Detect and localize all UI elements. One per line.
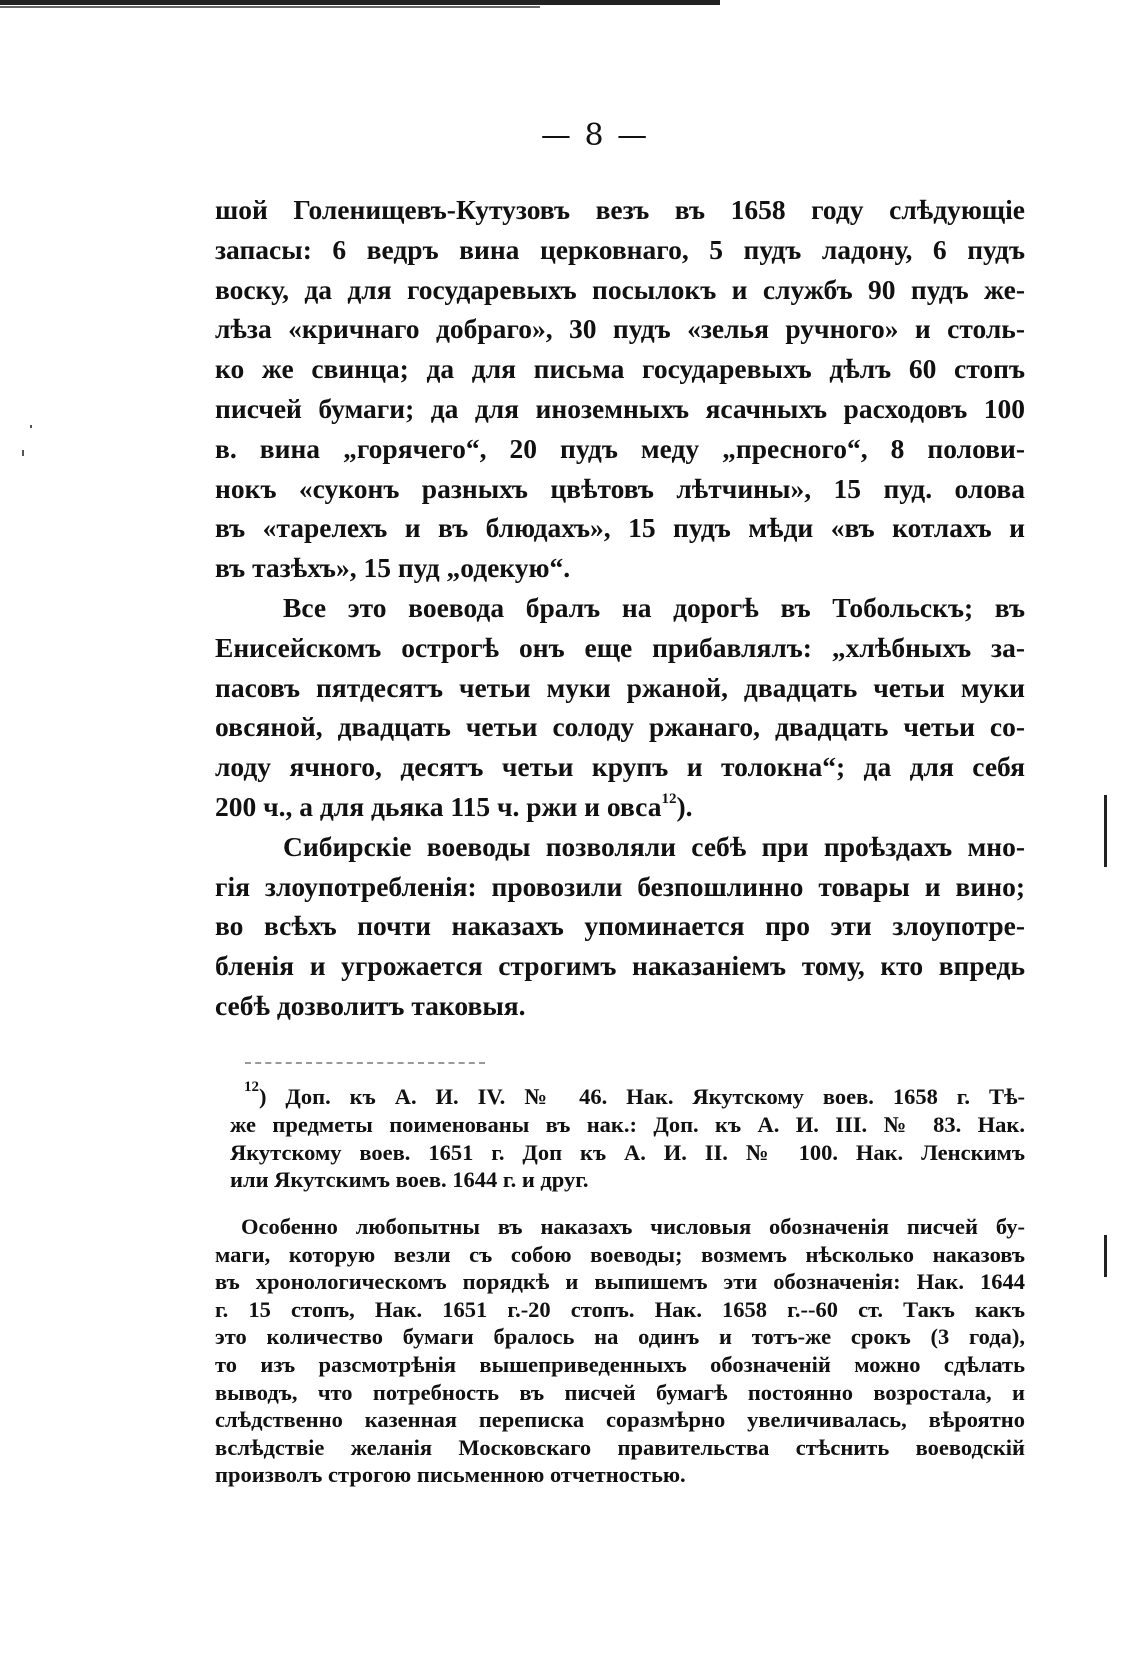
footnote-reference: 12	[661, 790, 677, 807]
text-line-body: 200 ч., а для дьяка 115 ч. ржи и овса	[215, 790, 662, 822]
footnote-line: это количество бумаги бралось на одинъ и тотъ-же срокъ (3 года),	[215, 1324, 1025, 1350]
text-line: бленія и угрожается строгимъ наказаніемъ тому, кто впредь	[215, 950, 1025, 982]
text-line: въ «тарелехъ и въ блюдахъ», 15 пудъ мѣди «въ котлахъ и	[215, 512, 1025, 544]
footnote-line: вслѣдствіе желанія Московскаго правительства стѣснить воеводскій	[215, 1434, 1025, 1460]
footnote-line: же предметы поименованы въ нак.: Доп. къ А. И. III. № 83. Нак.	[230, 1111, 1025, 1137]
text-line: ко же свинца; да для письма государевыхъ дѣлъ 60 стопъ	[215, 353, 1025, 385]
text-line: запасы: 6 ведръ вина церковнаго, 5 пудъ ладону, 6 пудъ	[215, 233, 1025, 265]
text-line: лоду ячного, десятъ четьи крупъ и толокна“; да для себя	[215, 751, 1025, 783]
page-number: — 8 —	[540, 118, 650, 153]
paragraph-2	[215, 588, 1025, 827]
text-line	[215, 787, 1025, 827]
scan-margin-mark	[1104, 1235, 1107, 1277]
text-line-tail: ).	[676, 790, 693, 822]
scan-speck	[22, 450, 24, 456]
text-line: во всѣхъ почти наказахъ упоминается про эти злоупотре-	[215, 910, 1025, 942]
top-scan-edge	[0, 0, 720, 5]
footnote-separator	[245, 1062, 485, 1064]
footnote-line: Якутскому воев. 1651 г. Доп къ А. И. II. № 100. Нак. Ленскимъ	[230, 1139, 1025, 1165]
footnote-line: произволъ строгою письменною отчетностью.	[215, 1462, 686, 1488]
text-line: писчей бумаги; да для иноземныхъ ясачныхъ расходовъ 100	[215, 392, 1025, 424]
paragraph-1	[215, 190, 1025, 588]
text-line: лѣза «кричнаго добраго», 30 пудъ «зелья ручного» и столь-	[215, 313, 1025, 345]
text-line: в. вина „горячего“, 20 пудъ меду „пресного“, 8 полови-	[215, 432, 1025, 464]
footnote-line-text: ) Доп. къ А. И. IV. № 46. Нак. Якутскому воев. 1658 г. Тѣ-	[259, 1084, 1025, 1109]
scan-speck	[30, 425, 32, 428]
text-line: пасовъ пятдесятъ четьи муки ржаной, двадцать четьи муки	[215, 671, 1025, 703]
footnote-12	[230, 1079, 1025, 1194]
footnote-commentary	[215, 1213, 1025, 1489]
text-line: Енисейскомъ острогѣ онъ еще прибавлялъ: „хлѣбныхъ за-	[215, 631, 1025, 663]
text-line: шой Голенищевъ-Кутузовъ везъ въ 1658 году слѣдующіе	[215, 194, 1025, 225]
text-line: овсяной, двадцать четьи солоду ржанаго, двадцать четьи со-	[215, 711, 1025, 743]
text-line: въ тазѣхъ», 15 пуд „одекую“.	[215, 552, 571, 584]
text-line: себѣ дозволитъ таковыя.	[215, 989, 526, 1021]
scan-margin-mark	[1104, 795, 1107, 867]
footnote-line: слѣдственно казенная переписка соразмѣрно увеличивалась, вѣроятно	[215, 1407, 1025, 1433]
footnote-line: или Якутскимъ воев. 1644 г. и друг.	[230, 1167, 589, 1193]
footnote-line: маги, которую везли съ собою воеводы; возмемъ нѣсколько наказовъ	[215, 1241, 1025, 1267]
top-scan-edge-shadow	[0, 6, 540, 8]
footnote-line: г. 15 стопъ, Нак. 1651 г.-20 стопъ. Нак. 1658 г.--60 ст. Такъ какъ	[215, 1296, 1025, 1322]
text-line: Все это воевода бралъ на дорогѣ въ Тобольскъ; въ	[283, 591, 1025, 623]
text-line: Сибирскіе воеводы позволяли себѣ при проѣздахъ мно-	[283, 830, 1025, 862]
footnote-line: то изъ разсмотрѣнія вышеприведенныхъ обозначеній можно сдѣлать	[215, 1351, 1025, 1377]
text-line: гія злоупотребленія: провозили безпошлинно товары и вино;	[215, 870, 1025, 902]
main-text	[215, 190, 1025, 1026]
footnote-line: Особенно любопытны въ наказахъ числовыя обозначенія писчей бу-	[241, 1214, 1025, 1239]
paragraph-3	[215, 827, 1025, 1026]
footnote-line: въ хронологическомъ порядкѣ и выпишемъ эти обозначенія: Нак. 1644	[215, 1269, 1025, 1295]
footnote-marker: 12	[244, 1079, 259, 1095]
text-line: воску, да для государевыхъ посылокъ и службъ 90 пудъ же-	[215, 273, 1025, 305]
footnote-line	[230, 1079, 1025, 1111]
footnote-line: выводъ, что потребность въ писчей бумагѣ постоянно возростала, и	[215, 1379, 1025, 1405]
text-line: нокъ «суконъ разныхъ цвѣтовъ лѣтчины», 15 пуд. олова	[215, 472, 1025, 504]
